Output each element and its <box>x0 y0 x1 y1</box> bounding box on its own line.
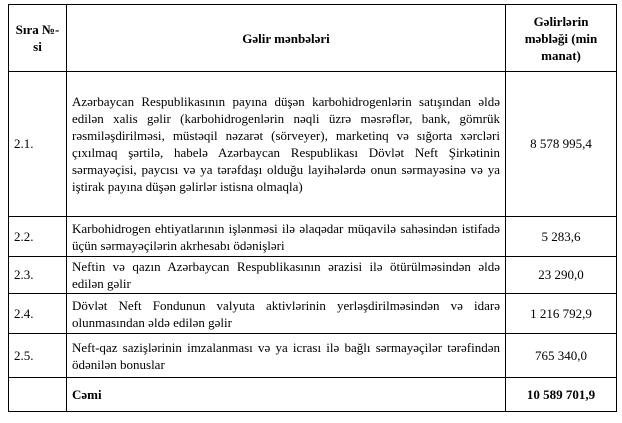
total-label: Cəmi <box>67 378 506 412</box>
total-amount: 10 589 701,9 <box>506 378 617 412</box>
header-source: Gəlir mənbələri <box>67 5 506 72</box>
row-source: Dövlət Neft Fondunun valyuta aktivlərinin yerləşdirilməsindən və idarə olunmasından əldə edilən gəlir <box>67 294 506 334</box>
table-row <box>9 72 617 217</box>
revenue-table <box>8 4 617 412</box>
row-number: 2.4. <box>9 294 67 334</box>
row-amount: 1 216 792,9 <box>506 294 617 334</box>
row-source: Azərbaycan Respublikasının payına düşən karbohidrogenlərin satışından əldə edilən xalis gəlir (karbohidrogenlərin nəqli üzrə məsrəflər, bank, gömrük rəsmiləşdirilməsi, müstəqil nəzarət (sörveyer), marketinq və sığorta xərcləri çıxılmaq şərtilə, habelə Azərbaycan Respublikası Dövlət Neft Şirkətinin sərmayəçisi, paycısı və ya tərəfdaşı olduğu layihələrdə onun sərmayəsinə və ya iştirak payına düşən gəlirlər istisna olmaqla) <box>67 72 506 217</box>
table-row <box>9 334 617 378</box>
table-row <box>9 217 617 257</box>
row-number: 2.2. <box>9 217 67 257</box>
table-row <box>9 257 617 294</box>
row-source: Neft-qaz sazişlərinin imzalanması və ya icrası ilə bağlı sərmayəçilər tərəfindən ödənilən bonuslar <box>67 334 506 378</box>
header-amount: Gəlirlərin məbləği (min manat) <box>506 5 617 72</box>
row-amount: 765 340,0 <box>506 334 617 378</box>
row-number: 2.1. <box>9 72 67 217</box>
table-row <box>9 294 617 334</box>
row-number: 2.5. <box>9 334 67 378</box>
header-row <box>9 5 617 72</box>
total-row <box>9 378 617 412</box>
row-amount: 5 283,6 <box>506 217 617 257</box>
row-number: 2.3. <box>9 257 67 294</box>
row-source: Neftin və qazın Azərbaycan Respublikasının ərazisi ilə ötürülməsindən əldə edilən gəlir <box>67 257 506 294</box>
row-amount: 23 290,0 <box>506 257 617 294</box>
header-number: Sıra №-si <box>9 5 67 72</box>
row-amount: 8 578 995,4 <box>506 72 617 217</box>
total-number-cell <box>9 378 67 412</box>
row-source: Karbohidrogen ehtiyatlarının işlənməsi ilə əlaqədar müqavilə sahəsindən istifadə üçün sərmayəçilərin akrhesabı ödənişləri <box>67 217 506 257</box>
